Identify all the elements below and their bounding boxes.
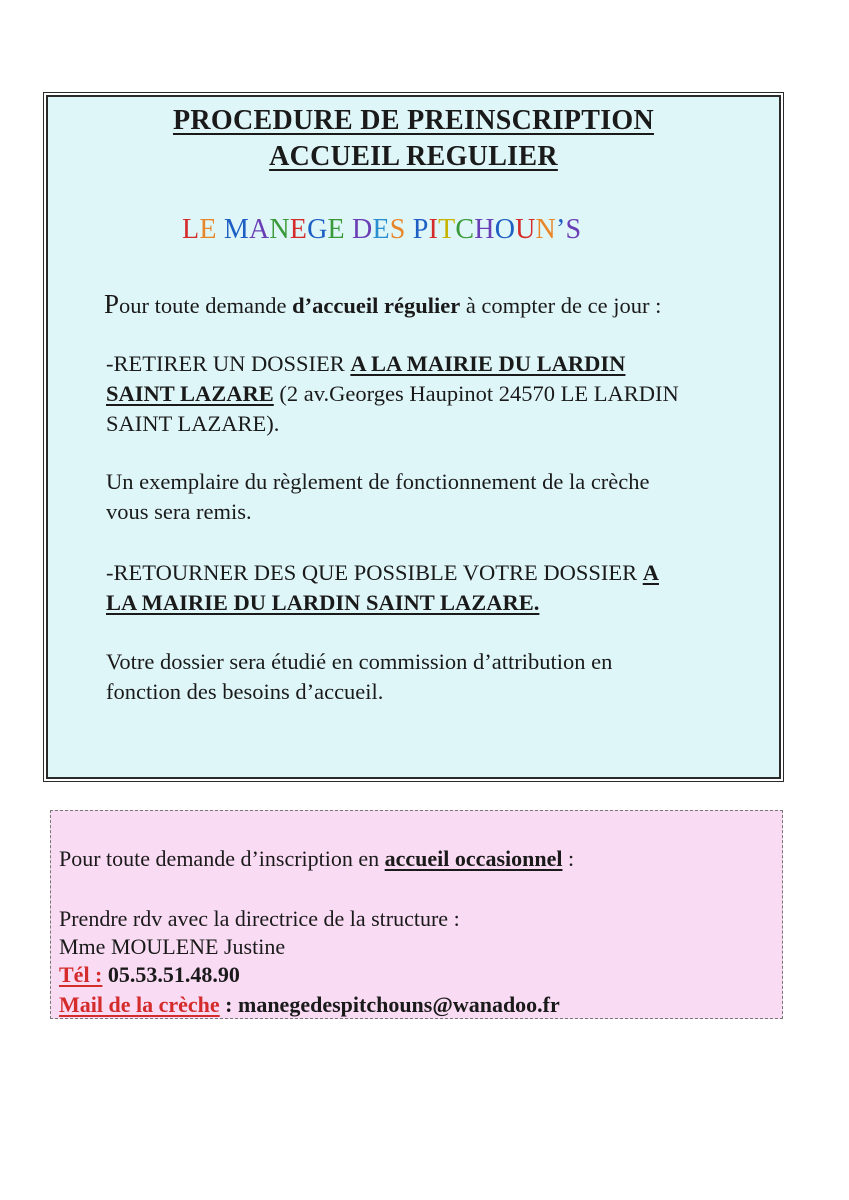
mail-label: Mail de la crèche — [59, 992, 220, 1017]
phone-label: Tél : — [59, 962, 103, 987]
occasional-bold: accueil occasionnel — [384, 846, 563, 871]
occasional-intro-end: : — [562, 846, 575, 871]
step1-bold-line2: SAINT LAZARE — [106, 381, 274, 406]
closing-line2: fonction des besoins d’accueil. — [106, 679, 384, 704]
title-line-2: ACCUEIL REGULIER — [269, 141, 558, 172]
step1-line3: SAINT LAZARE). — [106, 411, 280, 436]
step2-text: -RETOURNER DES QUE POSSIBLE VOTRE DOSSIER — [106, 560, 643, 585]
step1-bold-line1: A LA MAIRIE DU LARDIN — [350, 351, 626, 376]
closing-line1: Votre dossier sera étudié en commission d’attribution en — [106, 649, 613, 674]
note-line1: Un exemplaire du règlement de fonctionnement de la crèche — [106, 469, 650, 494]
intro-text: our toute demande — [119, 293, 293, 318]
phone-number[interactable]: 05.53.51.48.90 — [102, 962, 240, 987]
intro-bold: d’accueil régulier — [292, 293, 461, 318]
step2-paragraph — [106, 558, 659, 618]
step2-bold-line2: LA MAIRIE DU LARDIN SAINT LAZARE. — [106, 590, 540, 615]
mail-line — [59, 991, 560, 1019]
step1-paragraph — [106, 349, 679, 439]
occasional-intro-text: Pour toute demande d’inscription en — [59, 846, 385, 871]
occasional-enrollment-box — [50, 810, 783, 1019]
mail-address[interactable]: manegedespitchouns@wanadoo.fr — [238, 992, 560, 1017]
intro-paragraph — [104, 289, 661, 321]
step1-prefix: -RETIRER UN DOSSIER — [106, 351, 351, 376]
director-name: Mme MOULENE Justine — [59, 934, 286, 959]
title-line-1: PROCEDURE DE PREINSCRIPTION — [172, 105, 655, 136]
note-line2: vous sera remis. — [106, 499, 252, 524]
occasional-intro — [59, 845, 574, 873]
note-paragraph — [106, 467, 650, 527]
step1-address: (2 av.Georges Haupinot 24570 LE LARDIN — [273, 381, 679, 406]
phone-line — [59, 961, 240, 989]
step2-bold-a: A — [642, 560, 659, 585]
mail-separator: : — [219, 992, 238, 1017]
regular-enrollment-box — [46, 95, 781, 779]
intro-first-letter: P — [104, 289, 120, 319]
contact-line: Prendre rdv avec la directrice de la structure : — [59, 906, 460, 931]
creche-name: LE MANEGE DES PITCHOUN’S — [182, 214, 582, 245]
closing-paragraph — [106, 647, 612, 707]
intro-text-end: à compter de ce jour : — [460, 293, 662, 318]
